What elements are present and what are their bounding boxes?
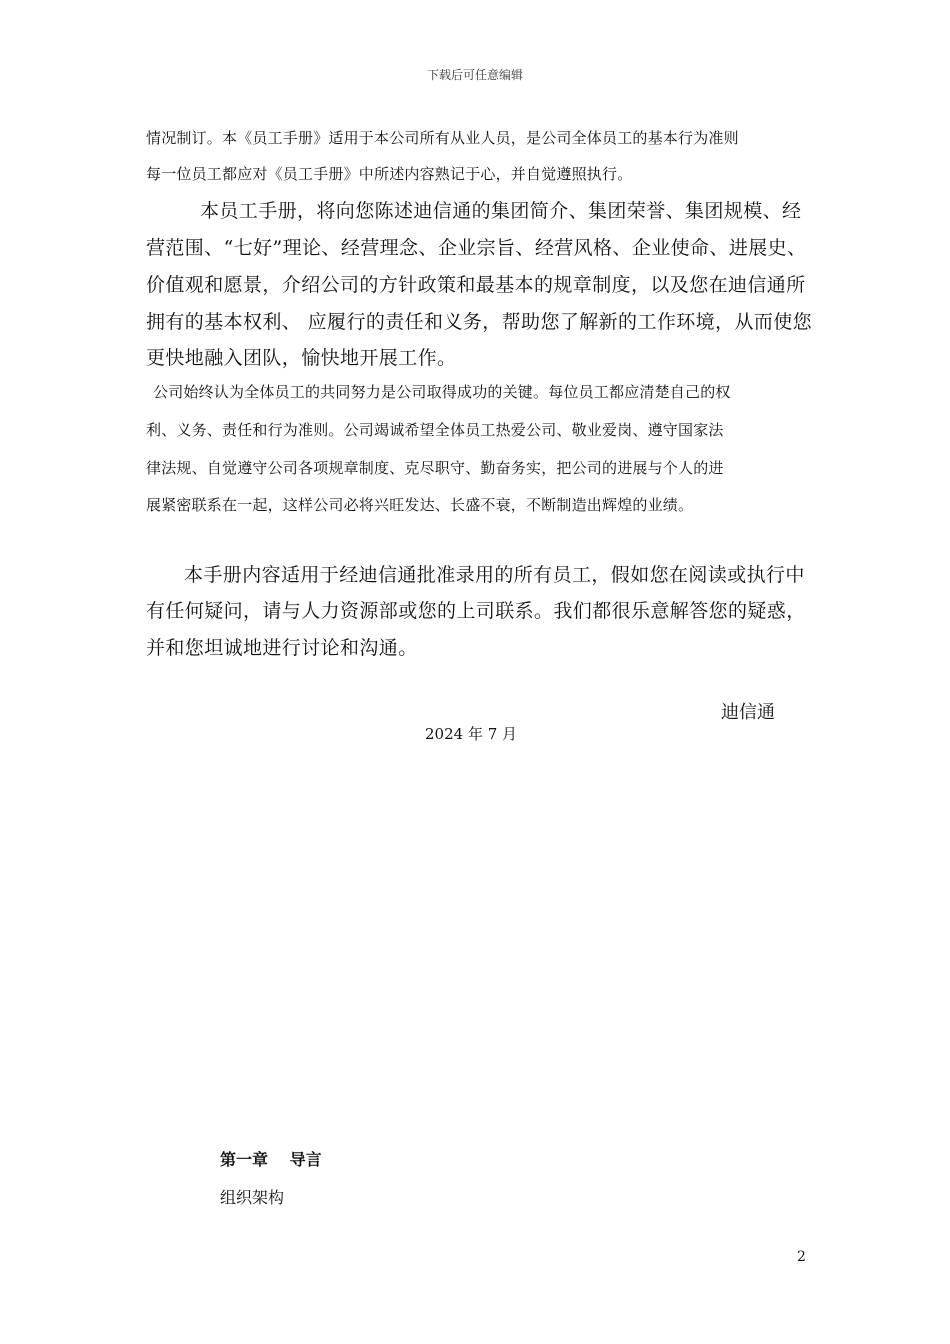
- signature-date: 2024 年 7 月: [425, 725, 518, 743]
- para2-line-3: 价值观和愿景，介绍公司的方针政策和最基本的规章制度，以及您在迪信通所: [146, 274, 806, 296]
- para1-line-2: 每一位员工都应对《员工手册》中所述内容熟记于心，并自觉遵照执行。: [146, 165, 633, 183]
- page-number: 2: [797, 1249, 806, 1265]
- para2-line-1: 本员工手册，将向您陈述迪信通的集团简介、集团荣誉、集团规模、经: [200, 200, 802, 222]
- para4-line-3: 并和您坦诚地进行讨论和沟通。: [146, 637, 418, 659]
- signature-company: 迪信通: [721, 702, 775, 723]
- para3-line-1: 公司始终认为全体员工的共同努力是公司取得成功的关键。每位员工都应清楚自己的权: [153, 383, 731, 401]
- page-header: 下载后可任意编辑: [426, 68, 523, 82]
- para2-line-2: 营范围、“七好”理论、经营理念、企业宗旨、经营风格、企业使命、进展史、: [146, 237, 807, 259]
- para2-line-4: 拥有的基本权利、 应履行的责任和义务，帮助您了解新的工作环境，从而使您: [146, 311, 813, 333]
- chapter-subtitle: 组织架构: [220, 1188, 285, 1207]
- para4-line-1: 本手册内容适用于经迪信通批准录用的所有员工，假如您在阅读或执行中: [184, 564, 805, 586]
- chapter-title: 第一章 导言: [220, 1150, 322, 1169]
- para3-line-3: 律法规、自觉遵守公司各项规章制度、克尽职守、勤奋务实，把公司的进展与个人的进: [146, 459, 724, 477]
- para4-line-2: 有任何疑问，请与人力资源部或您的上司联系。我们都很乐意解答您的疑惑，: [146, 600, 806, 622]
- para1-line-1: 情况制订。本《员工手册》适用于本公司所有从业人员，是公司全体员工的基本行为准则: [146, 129, 739, 147]
- para2-line-5: 更快地融入团队，愉快地开展工作。: [146, 347, 457, 369]
- para3-line-2: 利、义务、责任和行为准则。公司竭诚希望全体员工热爱公司、敬业爱岗、遵守国家法: [146, 421, 724, 439]
- para3-line-4: 展紧密联系在一起，这样公司必将兴旺发达、长盛不衰，不断制造出辉煌的业绩。: [146, 496, 694, 514]
